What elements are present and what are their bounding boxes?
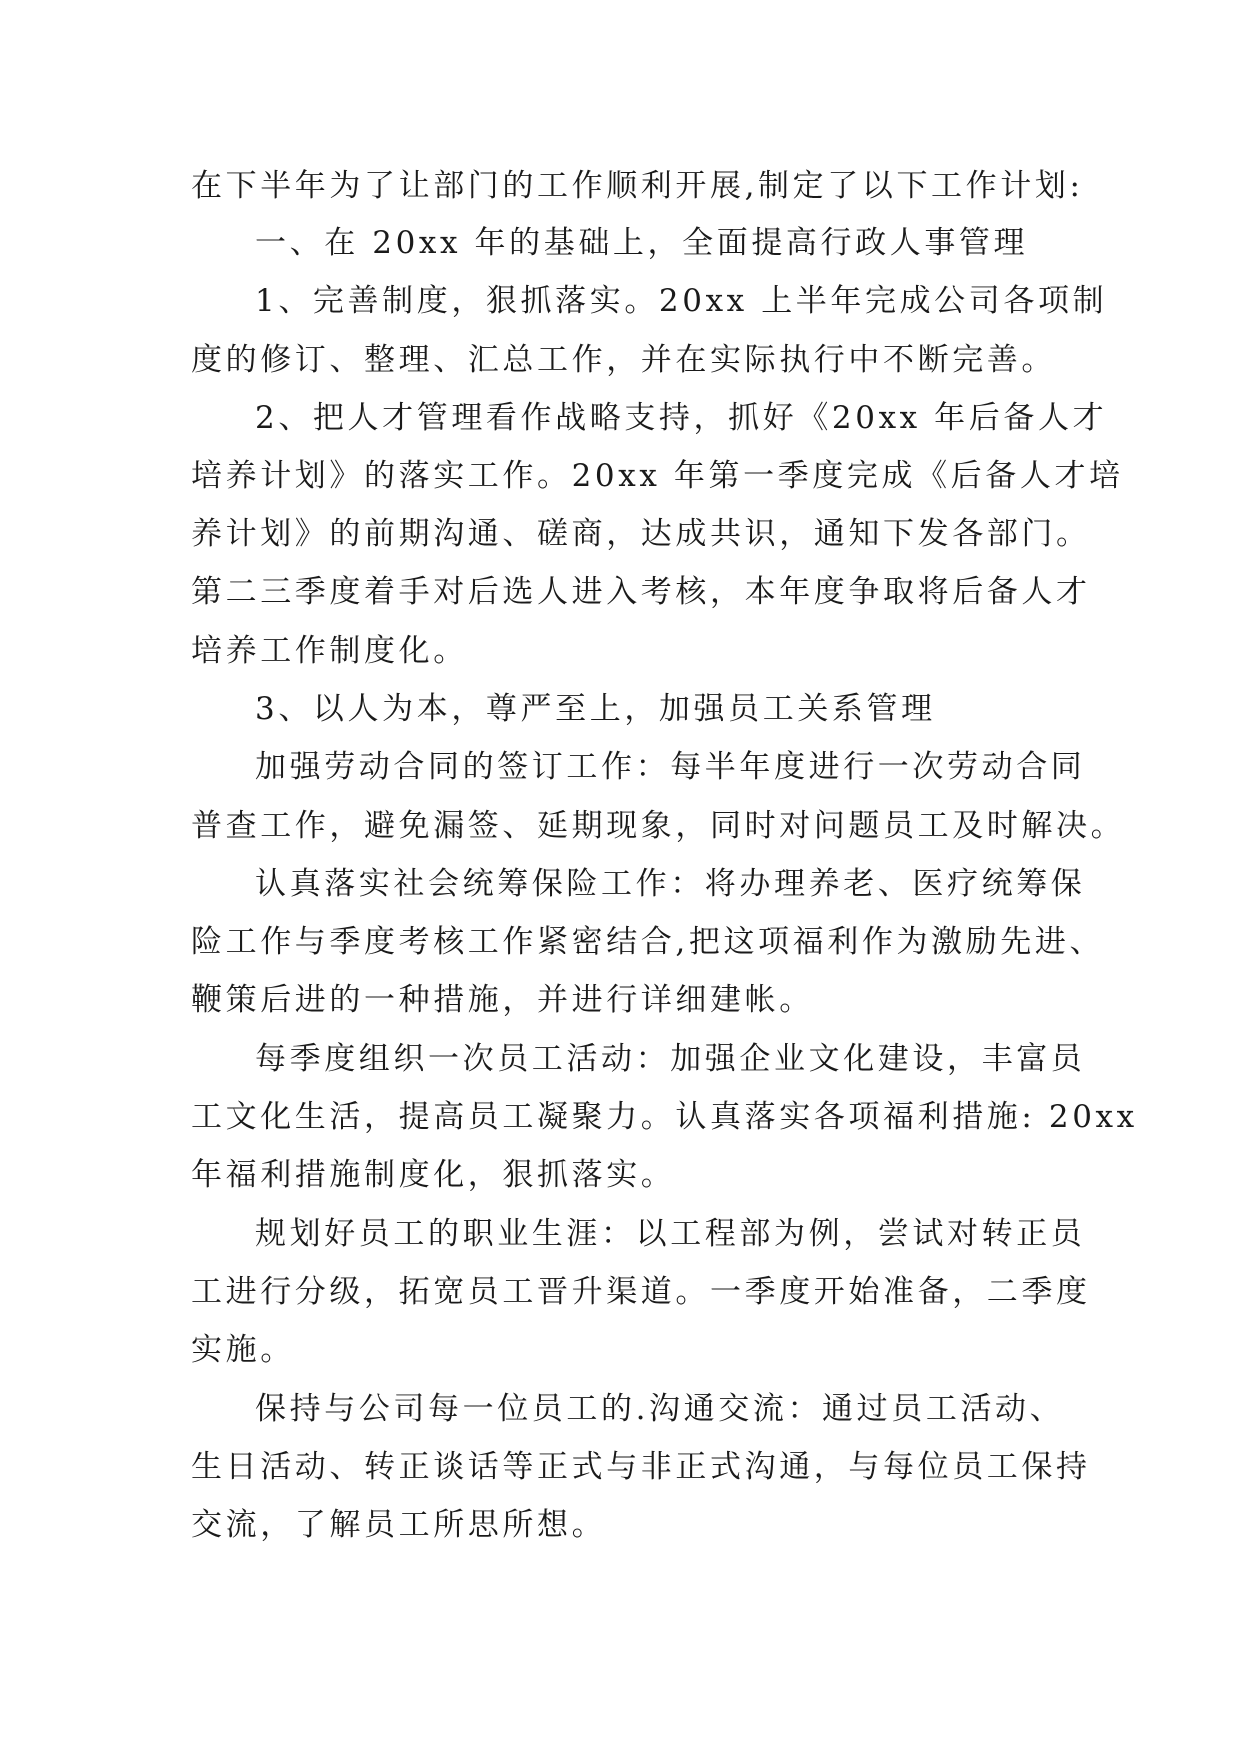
text-line-3: 1、完善制度，狠抓落实。20xx 上半年完成公司各项制 [255,283,1108,319]
text-line-11: 加强劳动合同的签订工作：每半年度进行一次劳动合同 [255,749,1086,785]
text-line-21: 实施。 [191,1332,295,1368]
text-line-18: 年福利措施制度化，狠抓落实。 [191,1157,676,1193]
text-line-14: 险工作与季度考核工作紧密结合,把这项福利作为激励先进、 [191,924,1105,960]
text-line-9: 培养工作制度化。 [191,633,468,669]
text-line-20: 工进行分级，拓宽员工晋升渠道。一季度开始准备，二季度 [191,1274,1091,1310]
text-line-6: 培养计划》的落实工作。20xx 年第一季度完成《后备人才培 [191,458,1124,494]
text-line-23: 生日活动、转正谈话等正式与非正式沟通，与每位员工保持 [191,1449,1091,1485]
text-line-22: 保持与公司每一位员工的.沟通交流：通过员工活动、 [255,1391,1065,1427]
text-line-10: 3、以人为本，尊严至上，加强员工关系管理 [255,691,936,727]
section-heading-1: 一、在 20xx 年的基础上，全面提高行政人事管理 [255,225,1029,261]
text-line-5: 2、把人才管理看作战略支持，抓好《20xx 年后备人才 [255,400,1108,436]
text-line-19: 规划好员工的职业生涯：以工程部为例，尝试对转正员 [255,1216,1086,1252]
text-line-12: 普查工作，避免漏签、延期现象，同时对问题员工及时解决。 [191,808,1126,844]
text-line-4: 度的修订、整理、汇总工作，并在实际执行中不断完善。 [191,342,1056,378]
text-line-15: 鞭策后进的一种措施，并进行详细建帐。 [191,982,814,1018]
text-line-24: 交流，了解员工所思所想。 [191,1507,607,1543]
text-line-16: 每季度组织一次员工活动：加强企业文化建设，丰富员 [255,1041,1086,1077]
text-line-8: 第二三季度着手对后选人进入考核，本年度争取将后备人才 [191,574,1091,610]
text-line-7: 养计划》的前期沟通、磋商，达成共识，通知下发各部门。 [191,516,1091,552]
text-line-13: 认真落实社会统筹保险工作：将办理养老、医疗统筹保 [255,866,1086,902]
text-line-17: 工文化生活，提高员工凝聚力。认真落实各项福利措施: 20xx [191,1099,1138,1135]
text-line-1: 在下半年为了让部门的工作顺利开展,制定了以下工作计划: [191,168,1084,204]
